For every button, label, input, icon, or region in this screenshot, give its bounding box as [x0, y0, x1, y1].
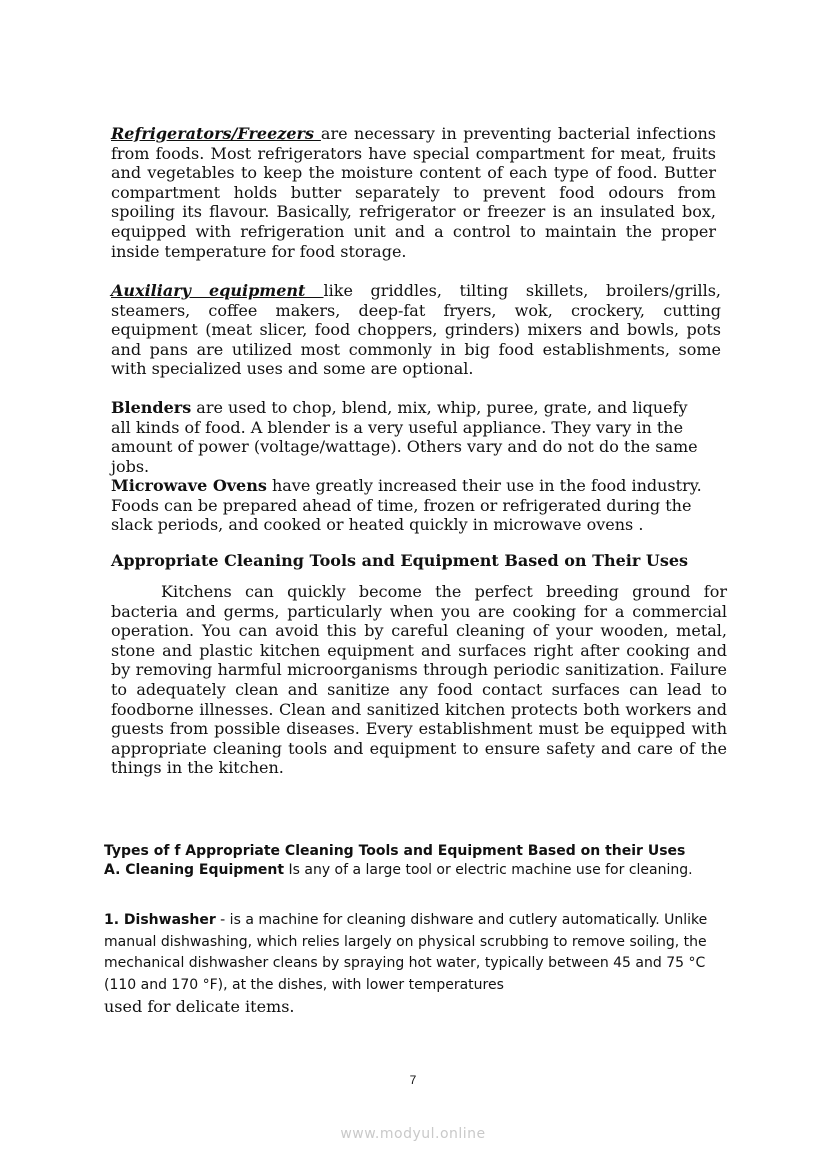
page-number: 7: [409, 1073, 417, 1087]
cleaning-equipment-text: Is any of a large tool or electric machine use for cleaning.: [284, 862, 693, 878]
microwave-text: have greatly increased their use in the food industry. Foods can be prepared ahead of time, frozen or refrigerated during the slack periods, and cooked or heated quickly in microwave ovens .: [111, 476, 702, 535]
refrigerators-text: are necessary in preventing bacterial infections from foods. Most refrigerators have special compartment for meat, fruits and vegetables to keep the moisture content of each type of food. Butter compartment holds butter separately to prevent food odours from spoiling its flavour. Basically, refrigerator or freezer is an insulated box, equipped with refrigeration unit and a control to maintain the proper inside temperature for food storage.: [111, 124, 717, 261]
blenders-paragraph: [111, 398, 711, 476]
dishwasher-text: - is a machine for cleaning dishware and cutlery automatically. Unlike manual dishwashing, which relies largely on physical scrubbing to remove soiling, the mechanical dishwasher cleans by spraying hot water, typically between 45 and 75 °C (110 and 170 °F), at the dishes, with lower temperatures: [104, 912, 708, 993]
refrigerators-paragraph: [111, 124, 716, 261]
dishwasher-paragraph: [104, 910, 714, 1020]
dishwasher-term: 1. Dishwasher: [104, 912, 216, 928]
microwave-term: Microwave Ovens: [111, 476, 267, 495]
microwave-paragraph: [111, 476, 711, 535]
cleaning-equipment-term: A. Cleaning Equipment: [104, 862, 285, 878]
auxiliary-text: like griddles, tilting skillets, broilers/grills, steamers, coffee makers, deep-fat fryers, wok, crockery, cutting equipment (meat slicer, food choppers, grinders) mixers and bowls, pots and pans are utilized most commonly in big food establishments, some with specialized uses and some are optional.: [111, 281, 722, 379]
types-heading: Types of f Appropriate Cleaning Tools and Equipment Based on their Uses: [104, 843, 686, 859]
cleaning-equipment-paragraph: [104, 860, 702, 882]
section-heading: Appropriate Cleaning Tools and Equipment Based on Their Uses: [111, 551, 689, 570]
section-paragraph: Kitchens can quickly become the perfect breeding ground for bacteria and germs, particularly when you are cooking for a commercial operation. You can avoid this by careful cleaning of your wooden, metal, stone and plastic kitchen equipment and surfaces right after cooking and by removing harmful microorganisms through periodic sanitization. Failure to adequately clean and sanitize any food contact surfaces can lead to foodborne illnesses. Clean and sanitized kitchen protects both workers and guests from possible diseases. Every establishment must be equipped with appropriate cleaning tools and equipment to ensure safety and care of the things in the kitchen.: [111, 582, 727, 778]
auxiliary-paragraph: [111, 281, 721, 379]
refrigerators-term: Refrigerators/Freezers: [111, 124, 321, 143]
blenders-term: Blenders: [111, 398, 192, 417]
auxiliary-term: Auxiliary equipment: [111, 281, 324, 300]
dishwasher-last-line: used for delicate items.: [104, 997, 295, 1016]
blenders-text: are used to chop, blend, mix, whip, puree, grate, and liquefy all kinds of food. A blender is a very useful appliance. They vary in the amount of power (voltage/wattage). Others vary and do not do the same jobs.: [111, 398, 698, 476]
watermark: www.modyul.online: [340, 1126, 486, 1142]
